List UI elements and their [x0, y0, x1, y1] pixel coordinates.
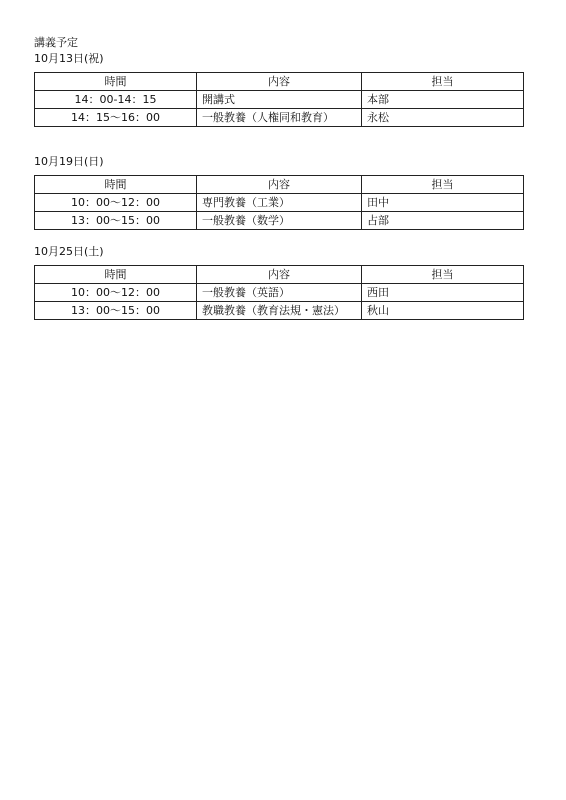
table-header-row: [35, 266, 524, 284]
table-row: [35, 194, 524, 212]
table-row: [35, 302, 524, 320]
column-header-time: 時間: [35, 176, 197, 194]
date-heading: 10月25日(土): [34, 245, 104, 258]
page-title: 講義予定: [34, 36, 78, 49]
time-cell: 10：00～12：00: [35, 284, 197, 302]
time-cell: 14：15～16：00: [35, 109, 197, 127]
column-header-person: 担当: [362, 73, 524, 91]
column-header-time: 時間: [35, 73, 197, 91]
person-cell: 本部: [362, 91, 524, 109]
column-header-person: 担当: [362, 266, 524, 284]
person-cell: 永松: [362, 109, 524, 127]
schedule-table: [34, 265, 524, 320]
column-header-time: 時間: [35, 266, 197, 284]
person-cell: 田中: [362, 194, 524, 212]
column-header-person: 担当: [362, 176, 524, 194]
content-cell: 開講式: [197, 91, 362, 109]
table-header-row: [35, 176, 524, 194]
content-cell: 専門教養（工業）: [197, 194, 362, 212]
date-heading: 10月13日(祝): [34, 52, 104, 65]
table-row: [35, 91, 524, 109]
table-row: [35, 109, 524, 127]
schedule-section-oct-19: [34, 155, 523, 230]
table-header-row: [35, 73, 524, 91]
column-header-content: 内容: [197, 176, 362, 194]
person-cell: 西田: [362, 284, 524, 302]
time-cell: 10：00～12：00: [35, 194, 197, 212]
time-cell: 13：00～15：00: [35, 302, 197, 320]
content-cell: 一般教養（英語）: [197, 284, 362, 302]
column-header-content: 内容: [197, 266, 362, 284]
schedule-table: [34, 175, 524, 230]
content-cell: 一般教養（数学）: [197, 212, 362, 230]
schedule-table: [34, 72, 524, 127]
date-heading: 10月19日(日): [34, 155, 104, 168]
time-cell: 13：00～15：00: [35, 212, 197, 230]
person-cell: 秋山: [362, 302, 524, 320]
table-row: [35, 212, 524, 230]
schedule-section-oct-13: [34, 52, 523, 127]
content-cell: 教職教養（教育法規・憲法）: [197, 302, 362, 320]
schedule-section-oct-25: [34, 245, 523, 320]
content-cell: 一般教養（人権同和教育）: [197, 109, 362, 127]
time-cell: 14：00-14：15: [35, 91, 197, 109]
column-header-content: 内容: [197, 73, 362, 91]
table-row: [35, 284, 524, 302]
person-cell: 占部: [362, 212, 524, 230]
